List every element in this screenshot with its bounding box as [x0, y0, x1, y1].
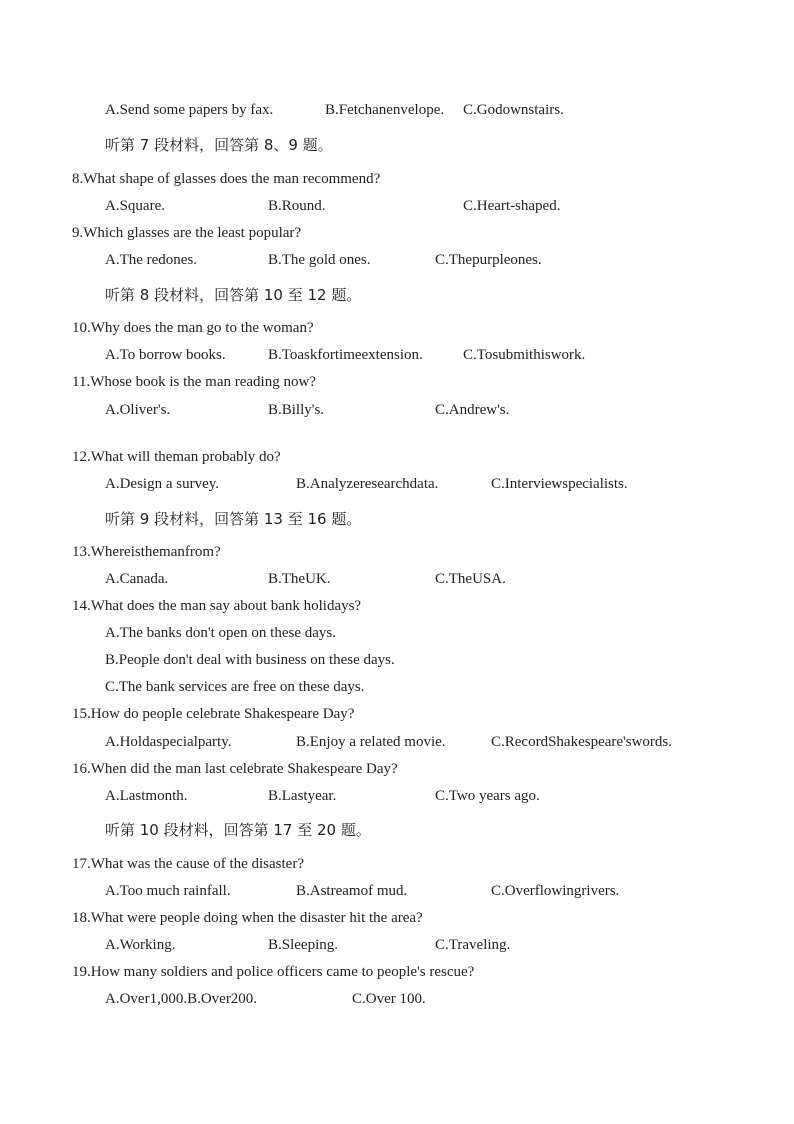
option-a: A.Canada.	[105, 571, 169, 587]
option-b: B.Billy's.	[268, 402, 325, 418]
option-c: C.Interviewspecialists.	[491, 476, 628, 492]
section-heading-8: 听第 8 段材料，回答第 10 至 12 题。	[105, 286, 362, 304]
question-14: 14.What does the man say about bank holidays?	[72, 598, 362, 614]
option-c: C.Over 100.	[352, 991, 426, 1007]
question-18: 18.What were people doing when the disaster hit the area?	[72, 910, 423, 926]
option-b: B.Sleeping.	[268, 937, 338, 953]
question-19: 19.How many soldiers and police officers came to people's rescue?	[72, 964, 475, 980]
option-a: A.Too much rainfall.	[105, 883, 231, 899]
section-heading-9: 听第 9 段材料，回答第 13 至 16 题。	[105, 510, 362, 528]
option-a: A.The redones.	[105, 252, 198, 268]
option-a: A.Holdaspecialparty.	[105, 734, 232, 750]
option-b: B.Lastyear.	[268, 788, 337, 804]
question-12: 12.What will theman probably do?	[72, 449, 281, 465]
option-a: A.Design a survey.	[105, 476, 220, 492]
option-b: B.Analyzeresearchdata.	[296, 476, 439, 492]
option-b: B.The gold ones.	[268, 252, 371, 268]
option-b: B.People don't deal with business on these days.	[105, 652, 395, 668]
section-heading-10: 听第 10 段材料，回答第 17 至 20 题。	[105, 821, 371, 839]
option-c: C.Two years ago.	[435, 788, 540, 804]
option-c: C.Thepurpleones.	[435, 252, 542, 268]
option-c: C.Traveling.	[435, 937, 511, 953]
option-c: C.TheUSA.	[435, 571, 506, 587]
question-11: 11.Whose book is the man reading now?	[72, 374, 316, 390]
option-c: C.Andrew's.	[435, 402, 510, 418]
option-c: C.RecordShakespeare'swords.	[491, 734, 672, 750]
option-a: A.Working.	[105, 937, 176, 953]
question-15: 15.How do people celebrate Shakespeare Day?	[72, 706, 355, 722]
question-16: 16.When did the man last celebrate Shakespeare Day?	[72, 761, 398, 777]
option-a: A.Square.	[105, 198, 165, 214]
question-8: 8.What shape of glasses does the man recommend?	[72, 171, 381, 187]
option-c: C.Godownstairs.	[463, 102, 564, 118]
option-a: A.Send some papers by fax.	[105, 102, 274, 118]
option-b: B.Round.	[268, 198, 326, 214]
option-c: C.The bank services are free on these days.	[105, 679, 365, 695]
question-13: 13.Whereisthemanfrom?	[72, 544, 221, 560]
question-9: 9.Which glasses are the least popular?	[72, 225, 302, 241]
option-b: B.Toaskfortimeextension.	[268, 347, 423, 363]
option-b: B.TheUK.	[268, 571, 331, 587]
option-a: A.Lastmonth.	[105, 788, 188, 804]
option-ab: A.Over1,000.B.Over200.	[105, 991, 258, 1007]
option-c: C.Overflowingrivers.	[491, 883, 620, 899]
question-17: 17.What was the cause of the disaster?	[72, 856, 304, 872]
option-a: A.Oliver's.	[105, 402, 171, 418]
question-10: 10.Why does the man go to the woman?	[72, 320, 314, 336]
option-b: B.Enjoy a related movie.	[296, 734, 446, 750]
section-heading-7: 听第 7 段材料，回答第 8、9 题。	[105, 136, 333, 154]
option-c: C.Heart-shaped.	[463, 198, 561, 214]
option-b: B.Astreamof mud.	[296, 883, 408, 899]
option-c: C.Tosubmithiswork.	[463, 347, 586, 363]
option-a: A.To borrow books.	[105, 347, 226, 363]
option-b: B.Fetchanenvelope.	[325, 102, 445, 118]
option-a: A.The banks don't open on these days.	[105, 625, 336, 641]
